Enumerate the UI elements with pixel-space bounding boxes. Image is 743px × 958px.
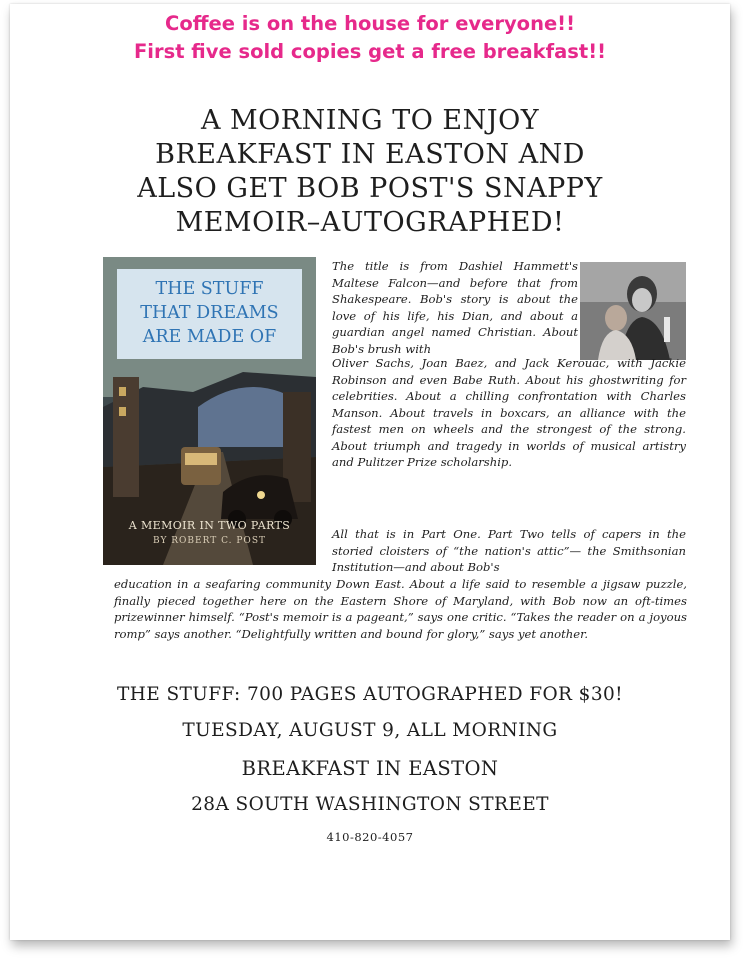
book-subtitle: A MEMOIR IN TWO PARTS — [128, 519, 291, 532]
book-title-line-1: THE STUFF — [155, 279, 264, 299]
story-paragraph-1-bottom: Oliver Sachs, Joan Baez, and Jack Kerouac, with Jackie Robinson and even Babe Ruth. About his ghostwriting for celebrities. About a chilling confrontation with Charles Manson. About travels in boxcars, an alliance with the fastest men on wheels and the strongest of the strong. About triumph and tragedy in worlds of musical artistry and Pulitzer Prize scholarship. — [332, 356, 686, 469]
promo-line-breakfast: First five sold copies get a free breakfast!! — [133, 40, 607, 63]
event-venue: BREAKFAST IN EASTON — [241, 757, 499, 780]
book-title-box — [117, 269, 302, 359]
headline-line-3: ALSO GET BOB POST'S SNAPPY — [137, 173, 603, 204]
author-photo-illustration — [580, 262, 686, 360]
price-offer: THE STUFF: 700 PAGES AUTOGRAPHED FOR $30! — [116, 684, 623, 705]
story-paragraph-2-top: All that is in Part One. Part Two tells of capers in the storied cloisters of “the nation's attic”— the Smithsonian Institution—and about Bob's — [332, 527, 686, 574]
flyer-page — [10, 4, 730, 940]
headline-line-4: MEMOIR–AUTOGRAPHED! — [175, 207, 565, 238]
story-paragraph-2-bottom: education in a seafaring community Down East. About a life said to resemble a jigsaw puzzle, finally pieced together here on the Eastern Shore of Maryland, with Bob now an oft-times prizewinner himself. “Post's memoir is a pageant,” says one critic. “Takes the reader on a joyous romp” says another. “Delightfully written and bound for glory,” says yet another. — [114, 577, 687, 641]
story-paragraph-1-top: The title is from Dashiel Hammett's Maltese Falcon—and before that from Shakespeare. Bob's story is about the love of his life, his Dian, and about a guardian angel named Christian. About Bob's brush with — [332, 259, 578, 356]
book-title-line-2: THAT DREAMS — [140, 303, 279, 323]
book-author: BY ROBERT C. POST — [153, 536, 266, 546]
promo-banner — [10, 10, 730, 66]
headline-line-1: A MORNING TO ENJOY — [200, 105, 540, 136]
event-phone: 410-820-4057 — [326, 830, 414, 844]
book-title-line-3: ARE MADE OF — [142, 327, 277, 347]
headline — [10, 104, 730, 240]
promo-line-coffee: Coffee is on the house for everyone!! — [165, 12, 575, 35]
book-title — [117, 277, 302, 349]
author-photo — [580, 262, 686, 360]
event-address: 28A SOUTH WASHINGTON STREET — [191, 794, 549, 815]
event-date: TUESDAY, AUGUST 9, ALL MORNING — [182, 720, 558, 741]
headline-line-2: BREAKFAST IN EASTON AND — [155, 139, 585, 170]
book-cover-image — [103, 257, 316, 565]
